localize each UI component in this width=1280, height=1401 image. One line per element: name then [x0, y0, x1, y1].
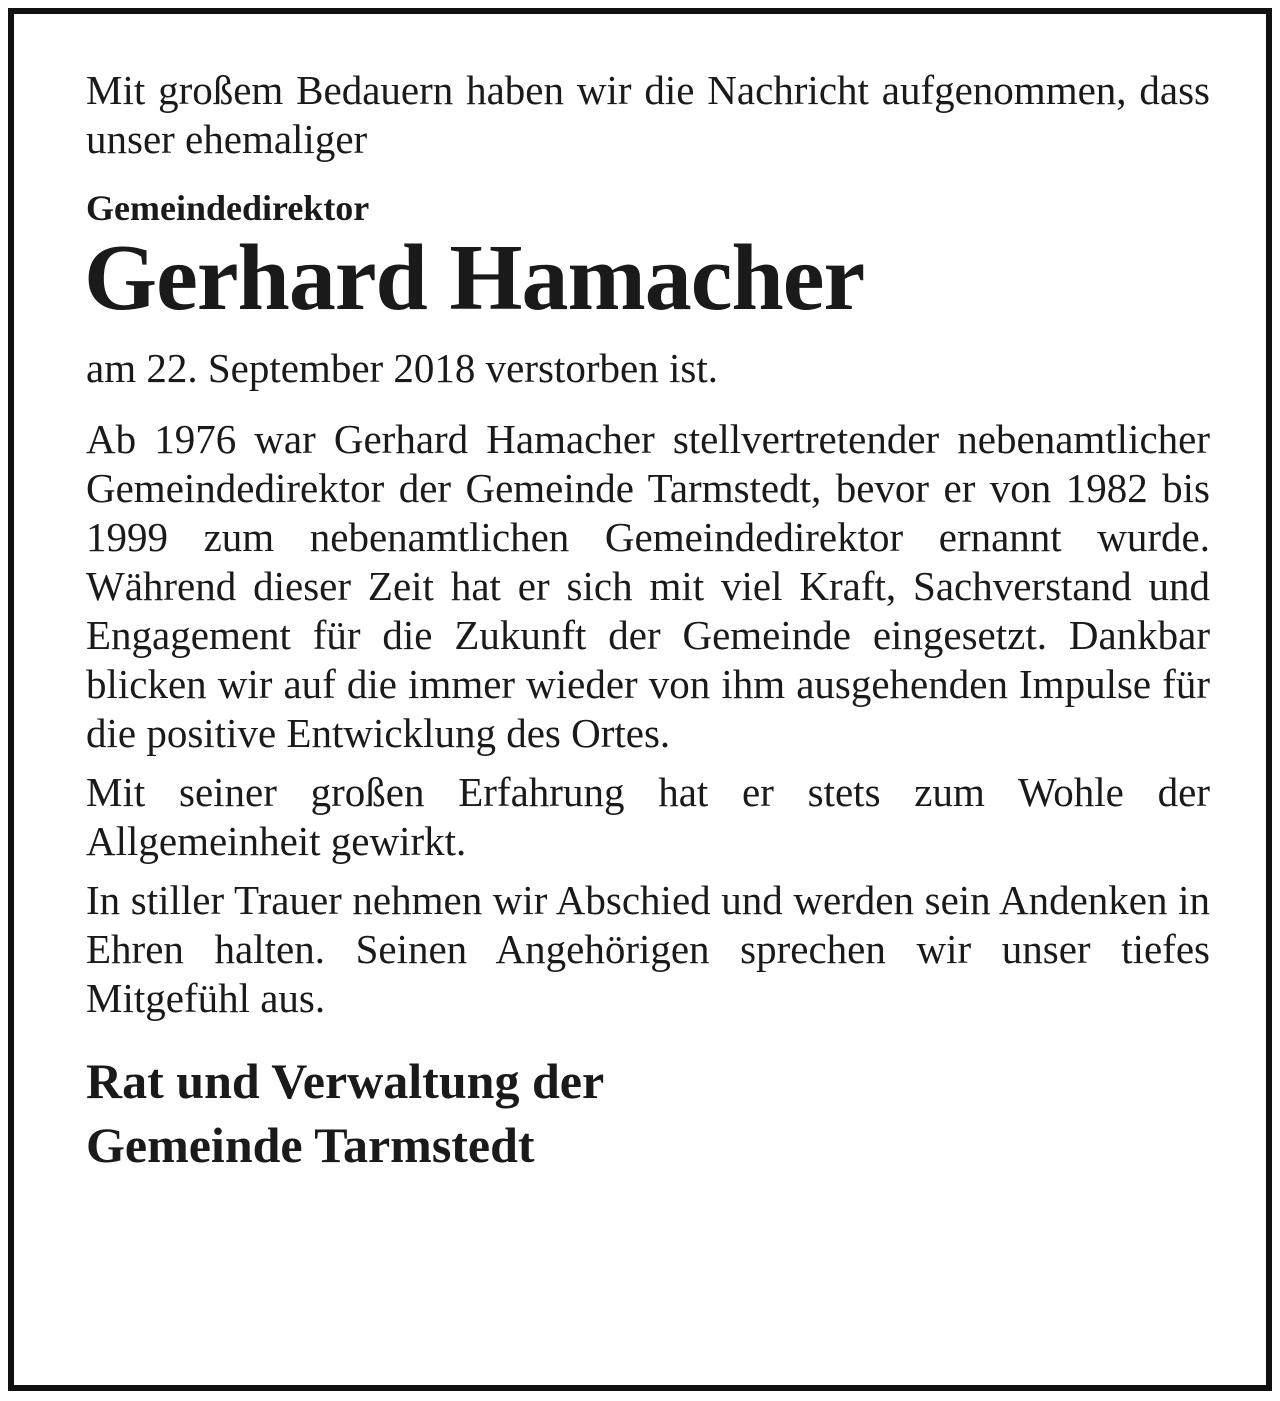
obituary-frame [8, 8, 1272, 1391]
signature-line-2: Gemeinde Tarmstedt [86, 1117, 535, 1173]
tribute-paragraph: Mit seiner großen Erfahrung hat er stets zum Wohle der Allgemeinheit gewirkt. [86, 769, 1210, 864]
deceased-role: Gemeindedirektor [86, 188, 370, 228]
biography-paragraph: Ab 1976 war Gerhard Hamacher stellvertretender nebenamtlicher Gemeindedirektor der Gemeinde Tarmstedt, bevor er von 1982 bis 1999 zum nebenamtlichen Gemeindedirektor ernannt wurde. Während dieser Zeit hat er sich mit viel Kraft, Sachverstand und Engagement für die Zukunft der Gemeinde eingesetzt. Dankbar blicken wir auf die immer wieder von ihm ausgehenden Impulse für die positive Entwicklung des Ortes. [86, 416, 1210, 756]
condolence-paragraph: In stiller Trauer nehmen wir Abschied und werden sein Andenken in Ehren halten. Seinen Angehörigen sprechen wir unser tiefes Mitgefühl aus. [86, 877, 1210, 1021]
obituary-content [86, 66, 1210, 1177]
signature-block [86, 1049, 1210, 1177]
death-date-line: am 22. September 2018 verstorben ist. [86, 345, 718, 391]
signature-line-1: Rat und Verwaltung der [86, 1053, 605, 1109]
intro-text: Mit großem Bedauern haben wir die Nachricht aufgenommen, dass unser ehemaliger [86, 67, 1210, 162]
deceased-name: Gerhard Hamacher [84, 226, 865, 330]
